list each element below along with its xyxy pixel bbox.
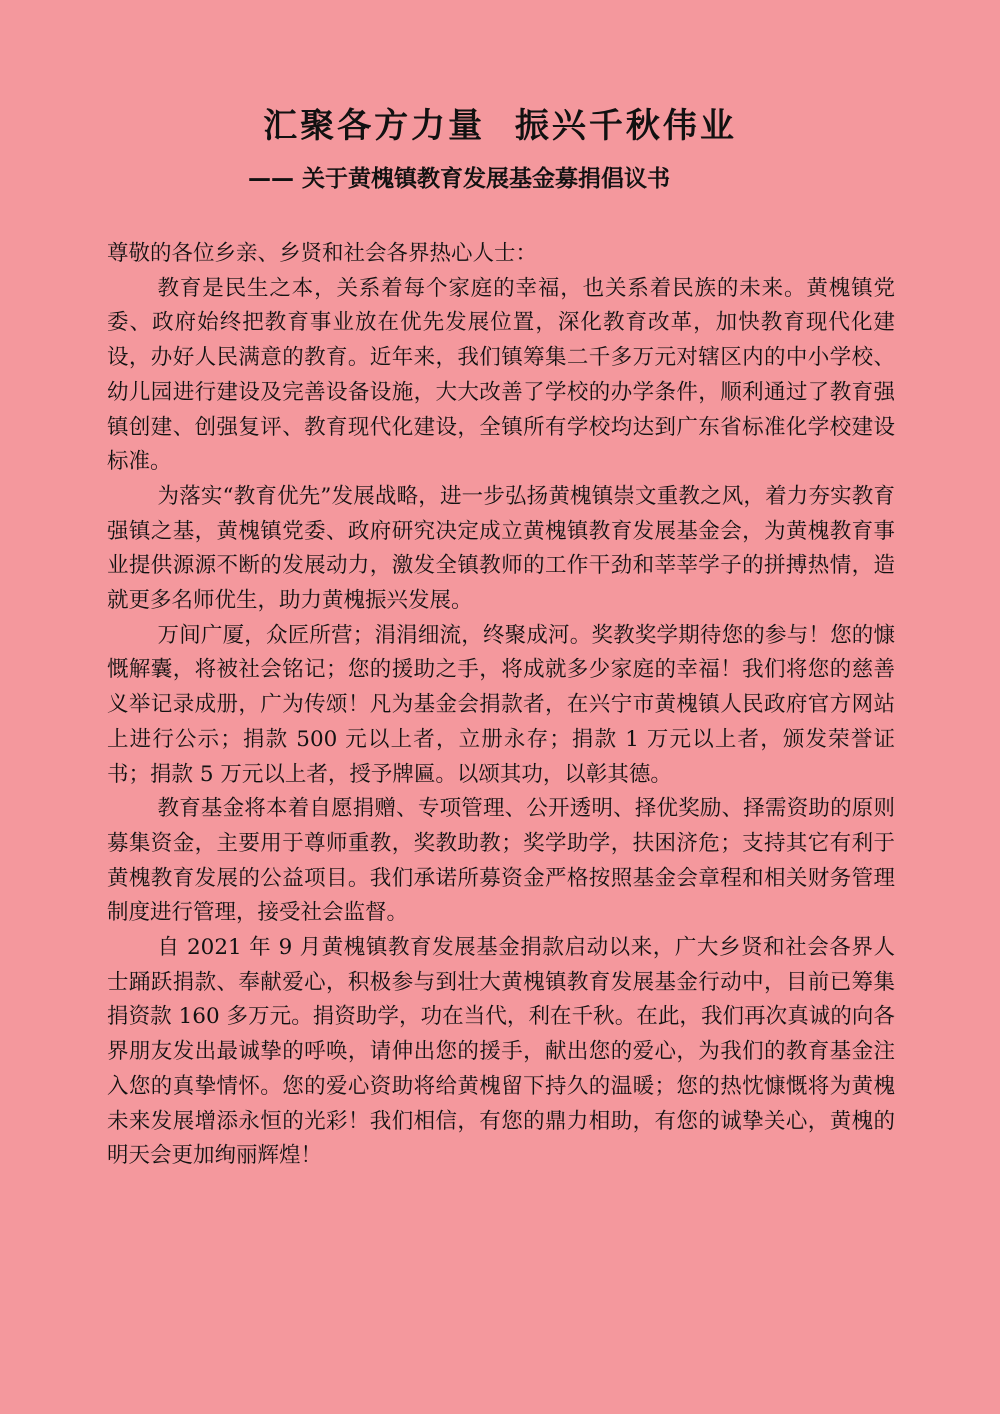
paragraph-4: 教育基金将本着自愿捐赠、专项管理、公开透明、择优奖励、择需资助的原则募集资金，主要用于尊师重教，奖教助教；奖学助学，扶困济危；支持其它有利于黄槐教育发展的公益项目。我们承诺所募资金严格按照基金会章程和相关财务管理制度进行管理，接受社会监督。 (107, 796, 895, 926)
paragraph-5: 自 2021 年 9 月黄槐镇教育发展基金捐款启动以来，广大乡贤和社会各界人士踊跃捐款、奉献爱心，积极参与到壮大黄槐镇教育发展基金行动中，目前已筹集捐资款 160 多万元。捐资助学，功在当代，利在千秋。在此，我们再次真诚的向各界朋友发出最诚挚的呼唤，请伸出您的援手，献出您的爱心，为我们的教育基金注入您的真挚情怀。您的爱心资助将给黄槐留下持久的温暖；您的热忱慷慨将为黄槐未来发展增添永恒的光彩！我们相信，有您的鼎力相助，有您的诚挚关心，黄槐的明天会更加绚丽辉煌！ (107, 935, 895, 1169)
document-title: 汇聚各方力量 振兴千秋伟业 (263, 106, 737, 146)
paragraph-3: 万间广厦，众匠所营；涓涓细流，终聚成河。奖教奖学期待您的参与！您的慷慨解囊，将被社会铭记；您的援助之手，将成就多少家庭的幸福！我们将您的慈善义举记录成册，广为传颂！凡为基金会捐款者，在兴宁市黄槐镇人民政府官方网站上进行公示；捐款 500 元以上者，立册永存；捐款 1 万元以上者，颁发荣誉证书；捐款 5 万元以上者，授予牌匾。以颂其功，以彰其德。 (107, 622, 895, 787)
paragraph-2: 为落实“教育优先”发展战略，进一步弘扬黄槐镇崇文重教之风，着力夯实教育强镇之基，黄槐镇党委、政府研究决定成立黄槐镇教育发展基金会，为黄槐教育事业提供源源不断的发展动力，激发全镇教师的工作干劲和莘莘学子的拼搏热情，造就更多名师优生，助力黄槐振兴发展。 (107, 483, 895, 614)
salutation: 尊敬的各位乡亲、乡贤和社会各界热心人士： (107, 241, 538, 266)
document-subtitle: —— 关于黄槐镇教育发展基金募捐倡议书 (248, 166, 671, 192)
document-body (107, 237, 895, 1174)
paragraph-1: 教育是民生之本，关系着每个家庭的幸福，也关系着民族的未来。黄槐镇党委、政府始终把教育事业放在优先发展位置，深化教育改革，加快教育现代化建设，办好人民满意的教育。近年来，我们镇筹集二千多万元对辖区内的中小学校、幼儿园进行建设及完善设备设施，大大改善了学校的办学条件，顺利通过了教育强镇创建、创强复评、教育现代化建设，全镇所有学校均达到广东省标准化学校建设标准。 (107, 275, 895, 475)
